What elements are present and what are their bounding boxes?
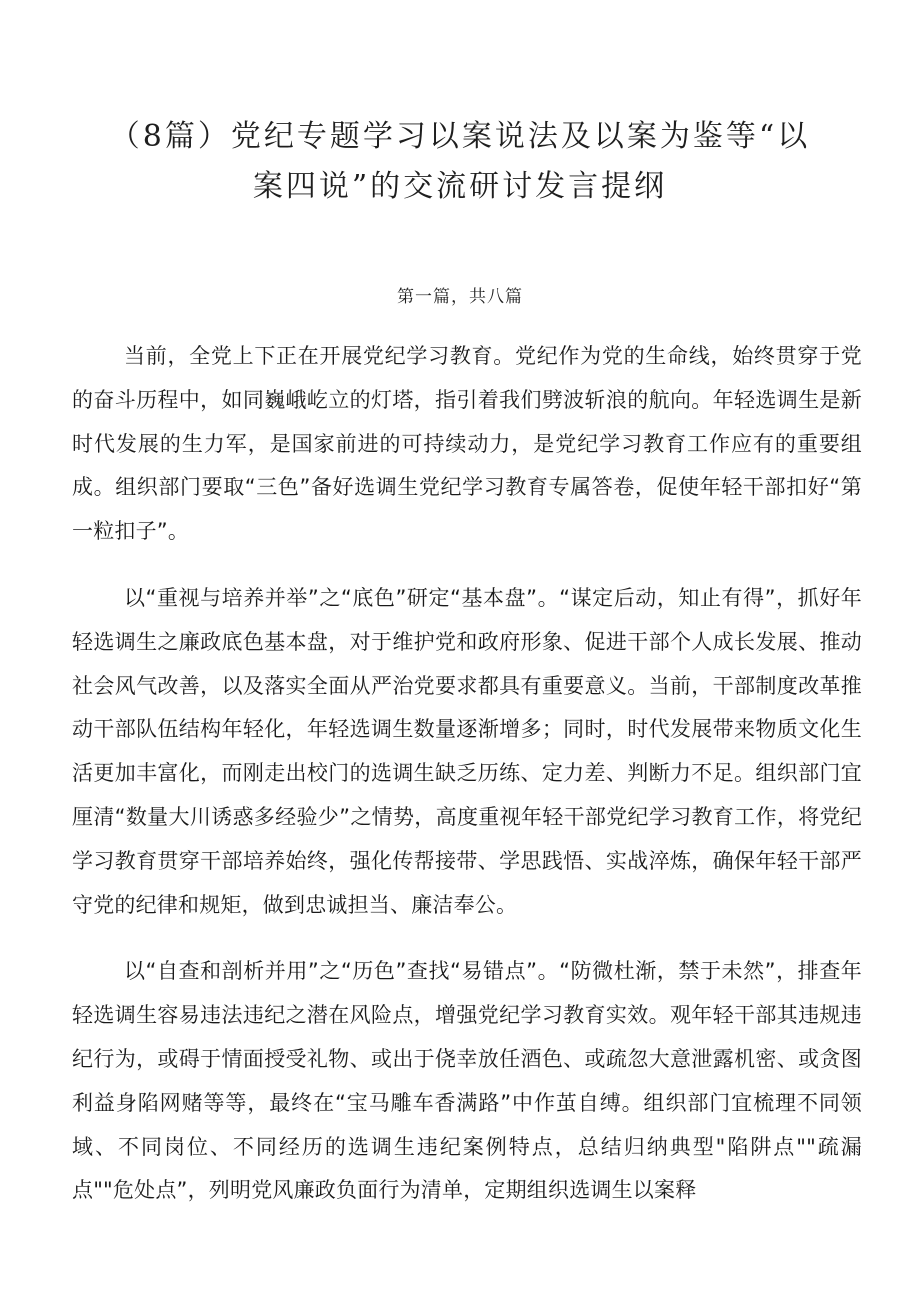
document-body (72, 335, 862, 1236)
section-heading: 第一篇，共八篇 (397, 287, 523, 307)
paragraph-2: 以“重视与培养并举”之“底色”研定“基本盘”。“谋定后动，知止有得”，抓好年轻选调生之廉政底色基本盘，对于维护党和政府形象、促进干部个人成长发展、推动社会风气改善，以及落实全面从严治党要求都具有重要意义。当前，干部制度改革推动干部队伍结构年轻化，年轻选调生数量逐渐增多；同时，时代发展带来物质文化生活更加丰富化，而刚走出校门的选调生缺乏历练、定力差、判断力不足。组织部门宜厘清“数量大川诱惑多经验少”之情势，高度重视年轻干部党纪学习教育工作，将党纪学习教育贯穿干部培养始终，强化传帮接带、学思践悟、实战淬炼，确保年轻干部严守党的纪律和规矩，做到忠诚担当、廉洁奉公。 (72, 585, 862, 917)
title-line-2: 案四说”的交流研讨发言提纲 (252, 169, 668, 204)
paragraph-3: 以“自查和剖析并用”之“历色”查找“易错点”。“防微杜渐，禁于未然”，排查年轻选调生容易违法违纪之潜在风险点，增强党纪学习教育实效。观年轻干部其违规违纪行为，或碍于情面授受礼物、或出于侥幸放任酒色、或疏忽大意泄露机密、或贪图利益身陷网赌等等，最终在“宝马雕车香满路”中作茧自缚。组织部门宜梳理不同领域、不同岗位、不同经历的选调生违纪案例特点，总结归纳典型"陷阱点""疏漏点""危处点”，列明党风廉政负面行为清单，定期组织选调生以案释 (72, 959, 862, 1203)
title-line-1: （8篇）党纪专题学习以案说法及以案为鉴等“以 (109, 119, 811, 154)
document-title (60, 112, 860, 212)
paragraph-1: 当前，全党上下正在开展党纪学习教育。党纪作为党的生命线，始终贯穿于党的奋斗历程中，如同巍峨屹立的灯塔，指引着我们劈波斩浪的航向。年轻选调生是新时代发展的生力军，是国家前进的可持续动力，是党纪学习教育工作应有的重要组成。组织部门要取“三色”备好选调生党纪学习教育专属答卷，促使年轻干部扣好“第一粒扣子”。 (72, 344, 862, 544)
